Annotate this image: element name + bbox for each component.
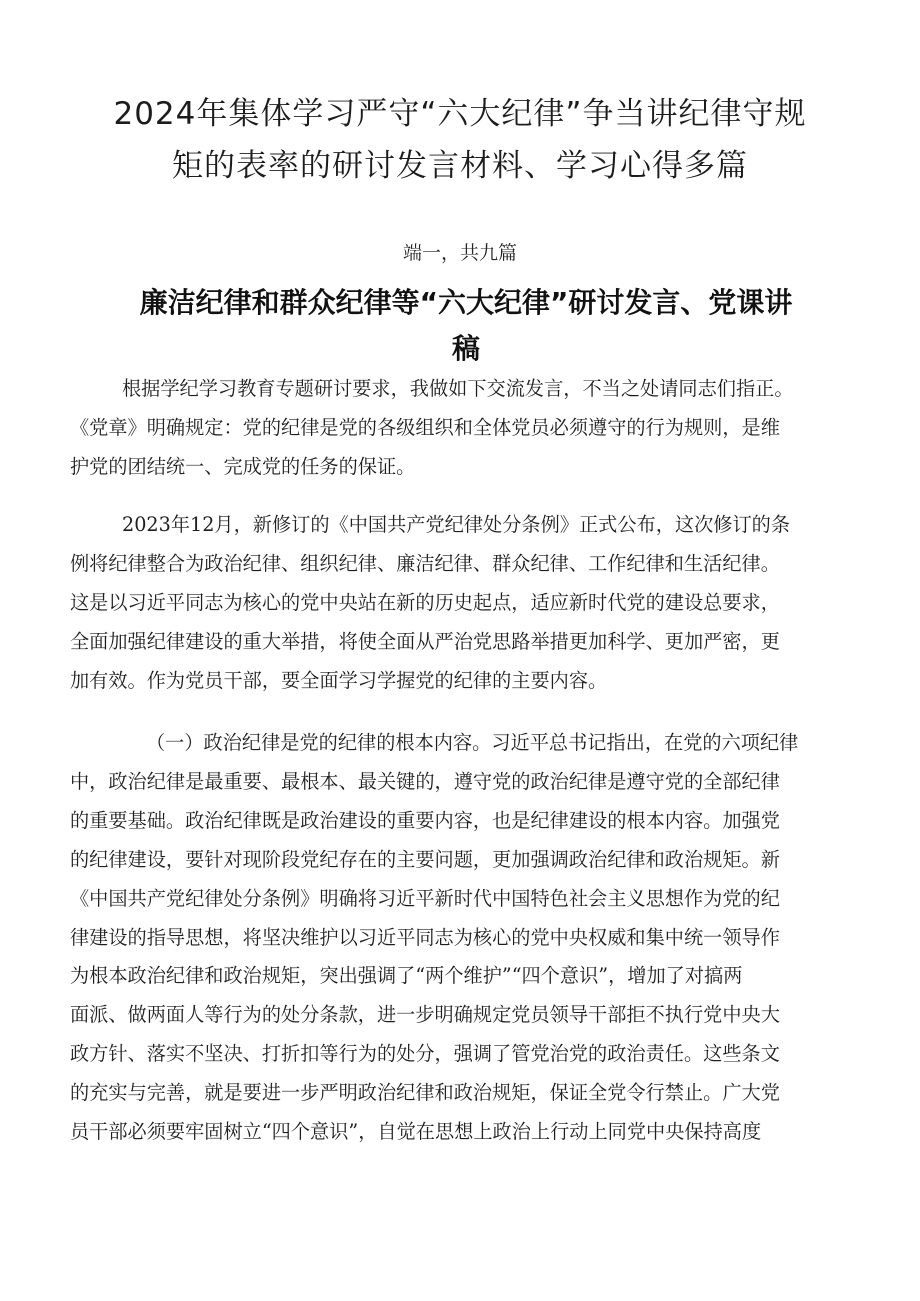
paragraph-line: 的充实与完善，就是要进一步严明政治纪律和政治规矩，保证全党令行禁止。广大党 (70, 1081, 780, 1105)
section-heading (110, 280, 822, 372)
paragraph-line: 全面加强纪律建设的重大举措，将使全面从严治党思路举措更加科学、更加严密，更 (70, 629, 780, 653)
section-heading-line: 廉洁纪律和群众纪律等“六大纪律”研讨发言、党课讲 (139, 286, 793, 319)
document-title-line: 2024年集体学习严守“六大纪律”争当讲纪律守规 (113, 96, 807, 132)
paragraph-line: 员干部必须要牢固树立“四个意识”，自觉在思想上政治上行动上同党中央保持高度 (70, 1120, 762, 1144)
paragraph-line: 中，政治纪律是最重要、最根本、最关键的，遵守党的政治纪律是遵守党的全部纪律 (70, 769, 780, 793)
paragraph-line: 根据学纪学习教育专题研讨要求，我做如下交流发言，不当之处请同志们指正。 (122, 377, 794, 400)
paragraph-intro (70, 370, 870, 487)
paragraph-line: 加有效。作为党员干部，要全面学习学握党的纪律的主要内容。 (70, 668, 608, 692)
paragraph-regulation (70, 506, 870, 701)
paragraph-line: 政方针、落实不坚决、打折扣等行为的处分，强调了管党治党的政治责任。这些条文 (70, 1042, 780, 1066)
paragraph-line: （一）政治纪律是党的纪律的根本内容。习近平总书记指出，在党的六项纪律 (146, 731, 799, 754)
paragraph-line: 《中国共产党纪律处分条例》明确将习近平新时代中国特色社会主义思想作为党的纪 (70, 886, 780, 910)
document-title (60, 88, 860, 192)
document-title-line: 矩的表率的研讨发言材料、学习心得多篇 (172, 148, 748, 184)
paragraph-line: 《党章》明确规定：党的纪律是党的各级组织和全体党员必须遵守的行为规则，是维 (70, 415, 780, 439)
paragraph-line: 为根本政治纪律和政治规矩，突出强调了“两个维护”“四个意识”，增加了对搞两 (70, 964, 743, 988)
paragraph-line: 的重要基础。政治纪律既是政治建设的重要内容，也是纪律建设的根本内容。加强党 (70, 808, 780, 832)
paragraph-line: 例将纪律整合为政治纪律、组织纪律、廉洁纪律、群众纪律、工作纪律和生活纪律。 (70, 551, 780, 575)
section-heading-line: 稿 (451, 332, 480, 365)
document-subtitle: 端一，共九篇 (402, 242, 517, 264)
paragraph-line: 这是以习近平同志为核心的党中央站在新的历史起点，适应新时代党的建设总要求， (70, 590, 780, 614)
paragraph-line: 的纪律建设，要针对现阶段党纪存在的主要问题，更加强调政治纪律和政治规矩。新 (70, 847, 780, 871)
paragraph-political-discipline (70, 724, 870, 1152)
paragraph-line: 护党的团结统一、完成党的任务的保证。 (70, 454, 416, 478)
paragraph-line: 律建设的指导思想，将坚决维护以习近平同志为核心的党中央权威和集中统一领导作 (70, 925, 780, 949)
paragraph-line: 2023年12月，新修订的《中国共产党纪律处分条例》正式公布，这次修订的条 (122, 513, 791, 536)
paragraph-line: 面派、做两面人等行为的处分条款，进一步明确规定党员领导干部拒不执行党中央大 (70, 1003, 780, 1027)
